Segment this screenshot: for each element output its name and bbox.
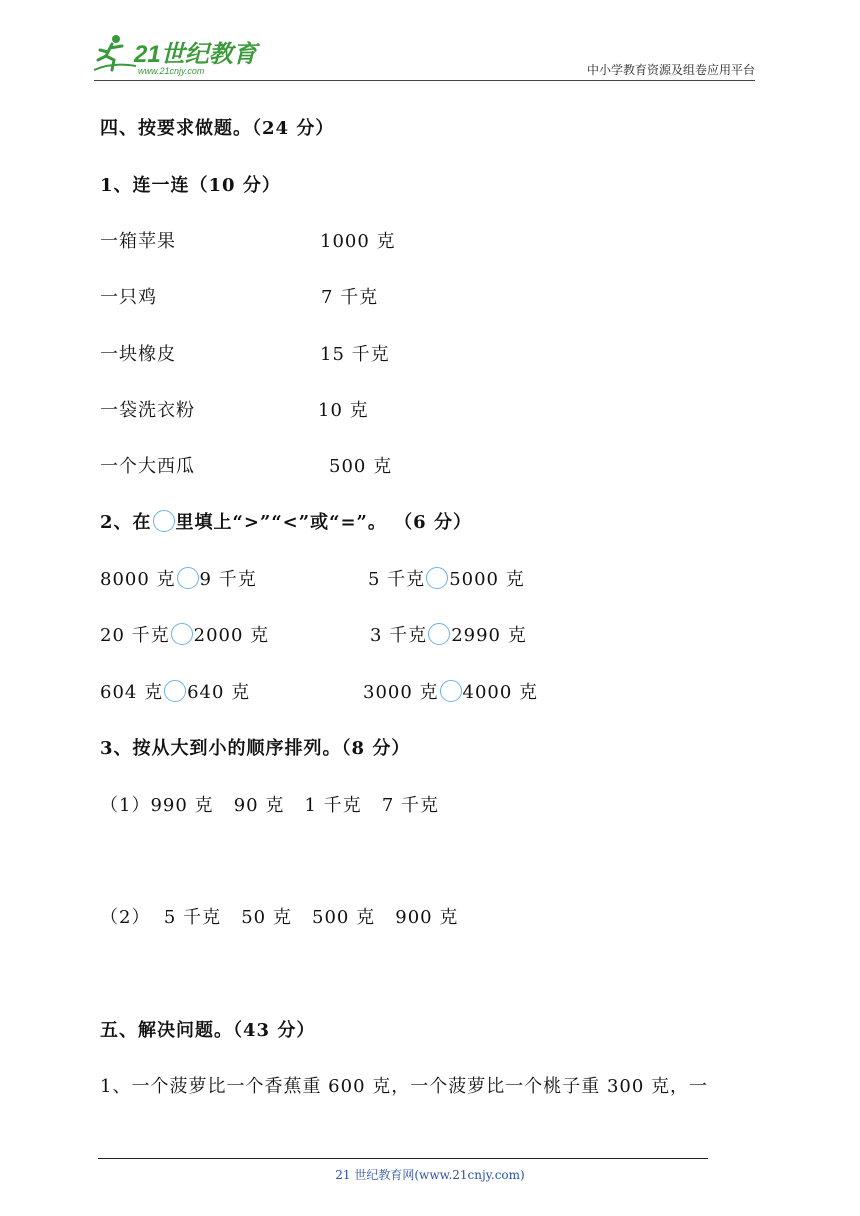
compare-item [370, 621, 527, 647]
q3-title: 3、按从大到小的顺序排列。（8 分） [100, 738, 411, 759]
q1-left-item: 一块橡皮 [100, 344, 176, 365]
compare-left-value: 604 克 [100, 682, 164, 703]
compare-circle-blank[interactable] [440, 680, 462, 702]
q1-title: 1、连一连（10 分） [100, 175, 281, 196]
q1-left-item: 一个大西瓜 [100, 456, 195, 477]
q1-right-item: 15 千克 [320, 344, 390, 365]
compare-item [363, 678, 538, 704]
q1-right-item: 10 克 [318, 400, 369, 421]
compare-circle-blank[interactable] [171, 623, 193, 645]
q1-right-item: 500 克 [329, 456, 393, 477]
compare-right-value: 9 千克 [199, 569, 257, 590]
q1-left-item: 一箱苹果 [100, 231, 176, 252]
compare-right-value: 5000 克 [449, 569, 525, 590]
compare-circle-blank[interactable] [426, 567, 448, 589]
logo-url: www.21cnjy.com [138, 66, 205, 76]
compare-right-value: 4000 克 [462, 682, 539, 703]
compare-right-value: 2990 克 [451, 625, 527, 646]
logo-text: 21世纪教育 [134, 41, 257, 68]
compare-circle-icon [153, 510, 175, 532]
section4-title: 四、按要求做题。（24 分） [100, 118, 335, 139]
compare-left-value: 5 千克 [368, 569, 426, 590]
q1-left-item: 一袋洗衣粉 [100, 400, 195, 421]
compare-right-value: 2000 克 [193, 625, 270, 646]
compare-item [100, 621, 269, 647]
compare-item [100, 565, 257, 591]
logo-runner-icon [92, 30, 262, 78]
site-logo [92, 30, 262, 78]
compare-item [100, 678, 250, 704]
section5-q1-text: 1、一个菠萝比一个香蕉重 600 克，一个菠萝比一个桃子重 300 克，一 [100, 1076, 709, 1097]
compare-right-value: 640 克 [187, 682, 251, 703]
q1-right-item: 7 千克 [321, 287, 379, 308]
q2-title-suffix: 里填上“>”“<”或“=”。 （6 分） [175, 512, 472, 533]
compare-circle-blank[interactable] [164, 680, 186, 702]
q3-item-2: （2） 5 千克 50 克 500 克 900 克 [100, 907, 459, 928]
header-divider [94, 80, 755, 81]
q1-left-item: 一只鸡 [100, 287, 157, 308]
compare-left-value: 20 千克 [100, 625, 170, 646]
compare-left-value: 8000 克 [100, 569, 176, 590]
footer-text[interactable]: 21 世纪教育网(www.21cnjy.com) [335, 1168, 525, 1182]
compare-left-value: 3000 克 [363, 682, 439, 703]
q2-title [100, 508, 472, 534]
compare-circle-blank[interactable] [177, 567, 199, 589]
section5-title: 五、解决问题。（43 分） [100, 1020, 316, 1041]
compare-circle-blank[interactable] [428, 623, 450, 645]
compare-item [368, 565, 525, 591]
q2-title-prefix: 2、在 [100, 512, 152, 533]
footer-divider [98, 1158, 708, 1159]
header-platform-text: 中小学教育资源及组卷应用平台 [586, 63, 755, 77]
compare-left-value: 3 千克 [370, 625, 428, 646]
q1-right-item: 1000 克 [320, 231, 396, 252]
q3-item-1: （1）990 克 90 克 1 千克 7 千克 [100, 795, 439, 816]
